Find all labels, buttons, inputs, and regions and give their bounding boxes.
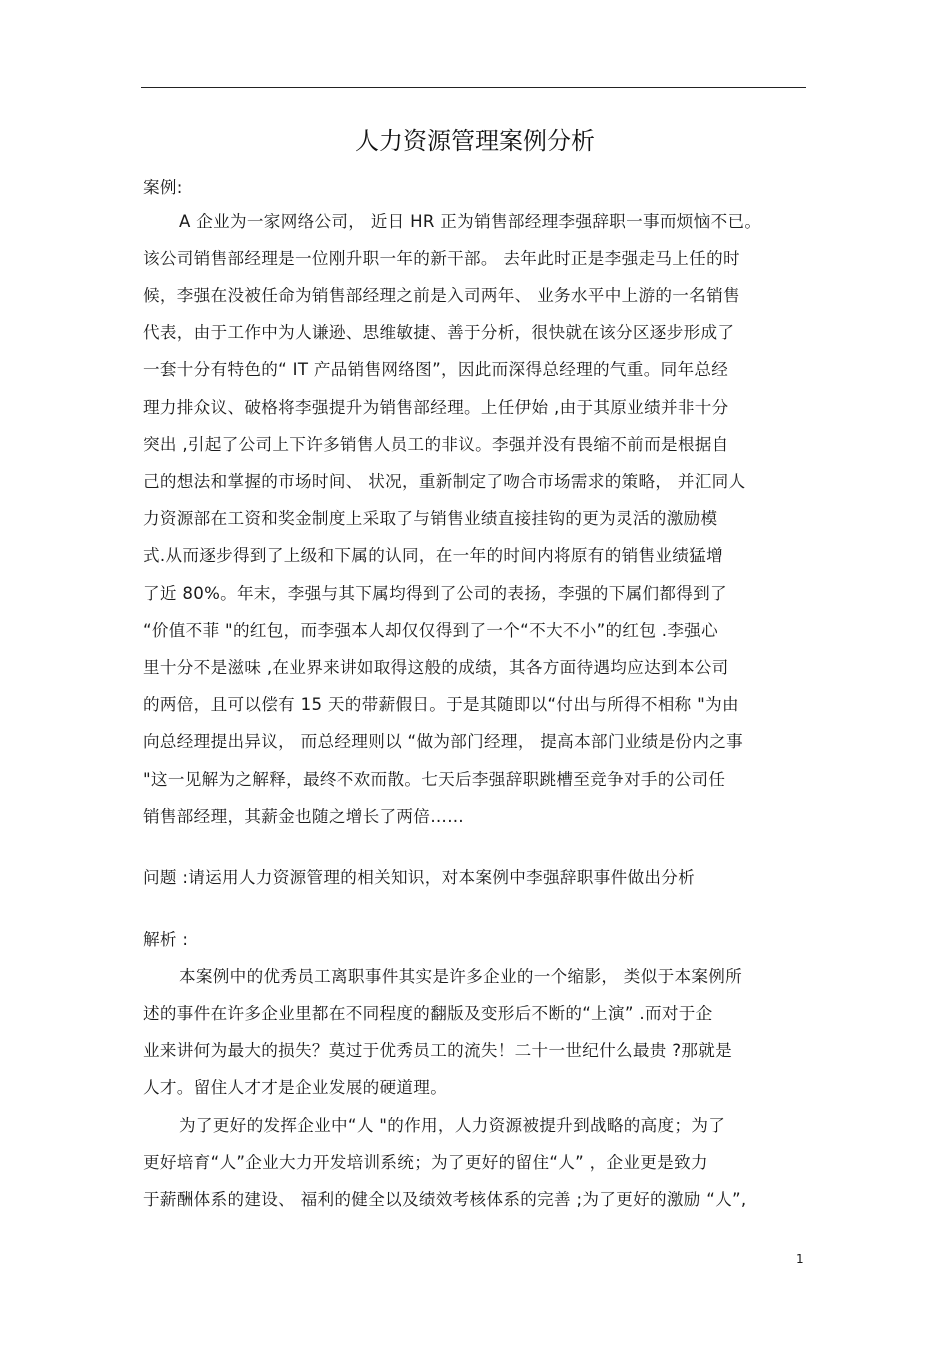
case-line: 式.从而逐步得到了上级和下属的认同，在一年的时间内将原有的销售业绩猛增 — [143, 546, 723, 565]
case-line: 里十分不是滋味 ,在业界来讲如取得这般的成绩，其各方面待遇均应达到本公司 — [143, 658, 729, 677]
case-line: A 企业为一家网络公司， 近日 HR 正为销售部经理李强辞职一事而烦恼不已。 — [179, 212, 762, 231]
case-line: 的两倍，且可以偿有 15 天的带薪假日。于是其随即以“付出与所得不相称 "为由 — [143, 695, 739, 714]
analysis-line: 本案例中的优秀员工离职事件其实是许多企业的一个缩影， 类似于本案例所 — [179, 967, 743, 986]
case-label: 案例: — [143, 178, 183, 197]
document-title: 人力资源管理案例分析 — [355, 127, 595, 155]
case-line: 候，李强在没被任命为销售部经理之前是入司两年、 业务水平中上游的一名销售 — [143, 286, 740, 305]
analysis-line: 人才。留住人才才是企业发展的硬道理。 — [143, 1078, 448, 1097]
analysis-label: 解析 : — [143, 930, 189, 949]
case-line: 向总经理提出异议， 而总经理则以 “做为部门经理， 提高本部门业绩是份内之事 — [143, 732, 744, 751]
case-line: 力资源部在工资和奖金制度上采取了与销售业绩直接挂钩的更为灵活的激励模 — [143, 509, 718, 528]
case-line: 一套十分有特色的“ IT 产品销售网络图”，因此而深得总经理的气重。同年总经 — [143, 360, 729, 379]
analysis-line: 述的事件在许多企业里都在不同程度的翻版及变形后不断的“上演” .而对于企 — [143, 1004, 713, 1023]
case-line: "这一见解为之解释，最终不欢而散。七天后李强辞职跳槽至竞争对手的公司任 — [143, 770, 726, 789]
case-line: 该公司销售部经理是一位刚升职一年的新干部。 去年此时正是李强走马上任的时 — [143, 249, 740, 268]
analysis-line: 于薪酬体系的建设、 福利的健全以及绩效考核体系的完善 ;为了更好的激励 “人”, — [143, 1190, 747, 1209]
case-line: 了近 80%。年末，李强与其下属均得到了公司的表扬，李强的下属们都得到了 — [143, 584, 727, 603]
case-line: 代表，由于工作中为人谦逊、思维敏捷、善于分析，很快就在该分区逐步形成了 — [143, 323, 735, 342]
case-line: 理力排众议、破格将李强提升为销售部经理。上任伊始 ,由于其原业绩并非十分 — [143, 398, 729, 417]
analysis-line: 业来讲何为最大的损失？莫过于优秀员工的流失！二十一世纪什么最贵 ?那就是 — [143, 1041, 733, 1060]
analysis-line: 更好培育“人”企业大力开发培训系统；为了更好的留住“人” ，企业更是致力 — [143, 1153, 708, 1172]
case-line: 突出 ,引起了公司上下许多销售人员工的非议。李强并没有畏缩不前而是根据自 — [143, 435, 729, 454]
case-line: “价值不菲 "的红包，而李强本人却仅仅得到了一个“不大不小”的红包 .李强心 — [143, 621, 719, 640]
analysis-line: 为了更好的发挥企业中“人 "的作用，人力资源被提升到战略的高度；为了 — [179, 1116, 726, 1135]
header-rule — [141, 87, 806, 88]
case-line: 销售部经理，其薪金也随之增长了两倍…… — [143, 807, 464, 826]
question-line: 问题 :请运用人力资源管理的相关知识，对本案例中李强辞职事件做出分析 — [143, 868, 696, 887]
page-number: 1 — [796, 1252, 804, 1266]
case-line: 己的想法和掌握的市场时间、 状况，重新制定了吻合市场需求的策略， 并汇同人 — [143, 472, 746, 491]
